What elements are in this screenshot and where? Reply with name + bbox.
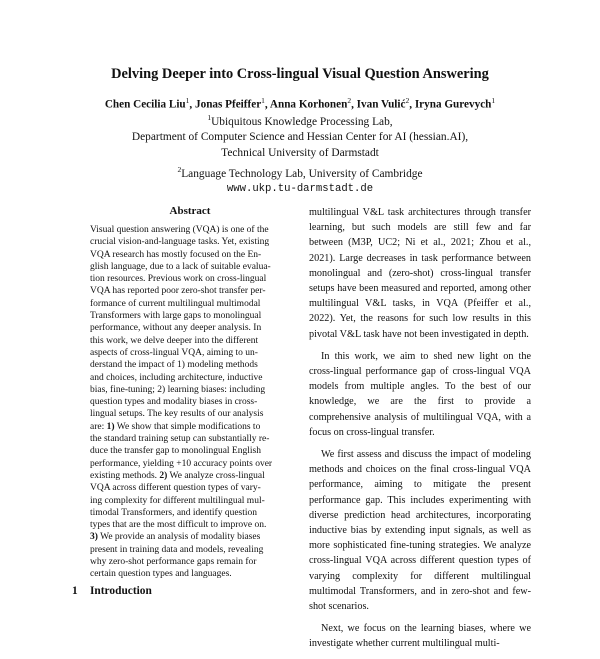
author-name: Iryna Gurevych xyxy=(414,98,492,111)
abstract-line: glish language, due to a lack of suitable evalua- xyxy=(90,261,271,272)
abstract-line: why zero-shot performance gaps remain for xyxy=(90,557,257,568)
abstract-line: derstand the impact of 1) modeling methods xyxy=(90,360,258,371)
abstract-line: are: 1) We show that simple modifications to xyxy=(90,421,261,432)
abstract-line: performance, yielding +10 accuracy points over xyxy=(90,458,273,469)
abstract-line: this work, we delve deeper into the different xyxy=(90,335,259,346)
abstract-heading: Abstract xyxy=(169,205,211,217)
abstract-line: crucial vision-and-language tasks. Yet, existing xyxy=(90,237,270,248)
section-number: 1 xyxy=(72,585,78,597)
abstract-line: aspects of cross-lingual VQA, aiming to un- xyxy=(90,347,258,358)
abstract-line: bias, fine-tuning; 2) learning biases: including xyxy=(90,384,266,395)
section-heading-introduction xyxy=(72,585,292,597)
abstract-line: present in training data and models, revealing xyxy=(90,544,264,555)
abstract-line: duce the transfer gap to monolingual English xyxy=(90,446,261,457)
lab-url: www.ukp.tu-darmstadt.de xyxy=(226,182,374,195)
body-paragraph: multilingual V&L task architectures through transfer learning, but such models are still few and far between (M3P, UC2; Ni et al., 2021; Zhou et al., 2021). Large decreases in task performance between monolingual and (zero-shot) cross-lingual transfer setups have been measured and reported, among other multilingual V&L tasks, in VQA (Pfeiffer et al., 2022). Yet, the reasons for such low results in this pivotal V&L task have not been investigated in depth. xyxy=(309,207,531,340)
author-name: Chen Cecilia Liu xyxy=(104,98,186,111)
body-paragraph: We first assess and discuss the impact of modeling methods and choices on the final cross-lingual VQA performance, aiming to mitigate the present performance gap. This includes experimenting with diverse prediction head architectures, incorporating inductive bias by extending input signals, as well as more sophisticated fine-tuning strategies. We analyze cross-lingual VQA across different question types of varying complexity for different multilingual multimodal Transformers, and in zero-shot and few-shot scenarios. xyxy=(309,449,531,613)
abstract-line: timodal Transformers, and identify question xyxy=(90,507,258,518)
affiliation-line xyxy=(0,162,600,182)
author-name: Anna Korhonen xyxy=(269,98,348,111)
author-name: Ivan Vulić xyxy=(356,98,406,111)
author-affiliation-mark: 2 xyxy=(405,96,410,105)
abstract-line: 3) We provide an analysis of modality biases xyxy=(90,532,261,543)
author-affiliation-mark: 1 xyxy=(261,96,265,105)
abstract-line: ing complexity for different multilingual mul- xyxy=(90,495,265,506)
abstract-line: performance, without any deeper analysis. In xyxy=(90,323,262,334)
affiliation-mark: 2 xyxy=(177,164,182,174)
abstract-line: question types and modality biases in cross- xyxy=(90,397,258,408)
affiliation-line xyxy=(0,110,600,130)
affiliations xyxy=(0,110,600,198)
affiliation-line: Technical University of Darmstadt xyxy=(221,146,379,159)
body-paragraph: Next, we focus on the learning biases, where we investigate whether current multilingual multi- xyxy=(309,623,531,650)
paper-title: Delving Deeper into Cross-lingual Visual Question Answering xyxy=(111,66,489,82)
abstract-line: VQA across different question types of vary- xyxy=(90,483,261,494)
abstract-line: existing methods. 2) We analyze cross-lingual xyxy=(90,470,265,481)
affiliation-text: Ubiquitous Knowledge Processing Lab, xyxy=(211,115,393,128)
affiliation-text: Language Technology Lab, University of Cambridge xyxy=(181,167,423,180)
abstract-body xyxy=(90,224,286,581)
author-name: Jonas Pfeiffer xyxy=(195,98,262,111)
body-paragraph: In this work, we aim to shed new light on the cross-lingual performance gap of cross-lingual VQA models from multiple angles. To the best of our knowledge, we are the first to provide a comprehensive analysis of multilingual VQA, with a focus on cross-lingual transfer. xyxy=(309,350,531,438)
abstract-line: tion resources. Previous work on cross-lingual xyxy=(90,274,267,285)
abstract-line: VQA has reported poor zero-shot transfer per- xyxy=(90,286,266,297)
abstract-line: Visual question answering (VQA) is one of the xyxy=(90,225,269,235)
abstract-line: formance of current multilingual multimodal xyxy=(90,298,261,309)
author-affiliation-mark: 2 xyxy=(347,96,352,105)
abstract-line: the standard training setup can substantially re- xyxy=(90,434,270,445)
author-affiliation-mark: 1 xyxy=(185,96,190,105)
abstract-line: Transformers with large gaps to monolingual xyxy=(90,311,262,322)
abstract-line: and choices, including architecture, inductive xyxy=(90,372,263,383)
body-column-right xyxy=(309,205,531,659)
abstract-line: VQA research has mostly focused on the En- xyxy=(90,249,262,260)
affiliation-mark: 1 xyxy=(207,113,212,122)
author-list: Chen Cecilia Liu$^1$, Jonas Pfeiffer$^1$, Anna Korhonen$^2$, Ivan Vulić$^2$, Iryna Gurevych$^1$ xyxy=(104,96,496,111)
abstract-line: lingual setups. The key results of our analysis xyxy=(90,409,264,420)
abstract-line: types that are the most difficult to improve on. xyxy=(90,520,267,531)
affiliation-line: Department of Computer Science and Hessian Center for AI (hessian.AI), xyxy=(131,131,469,144)
section-title: Introduction xyxy=(90,585,152,597)
abstract-line: certain question types and languages. xyxy=(90,569,232,580)
author-affiliation-mark: 1 xyxy=(491,96,496,105)
